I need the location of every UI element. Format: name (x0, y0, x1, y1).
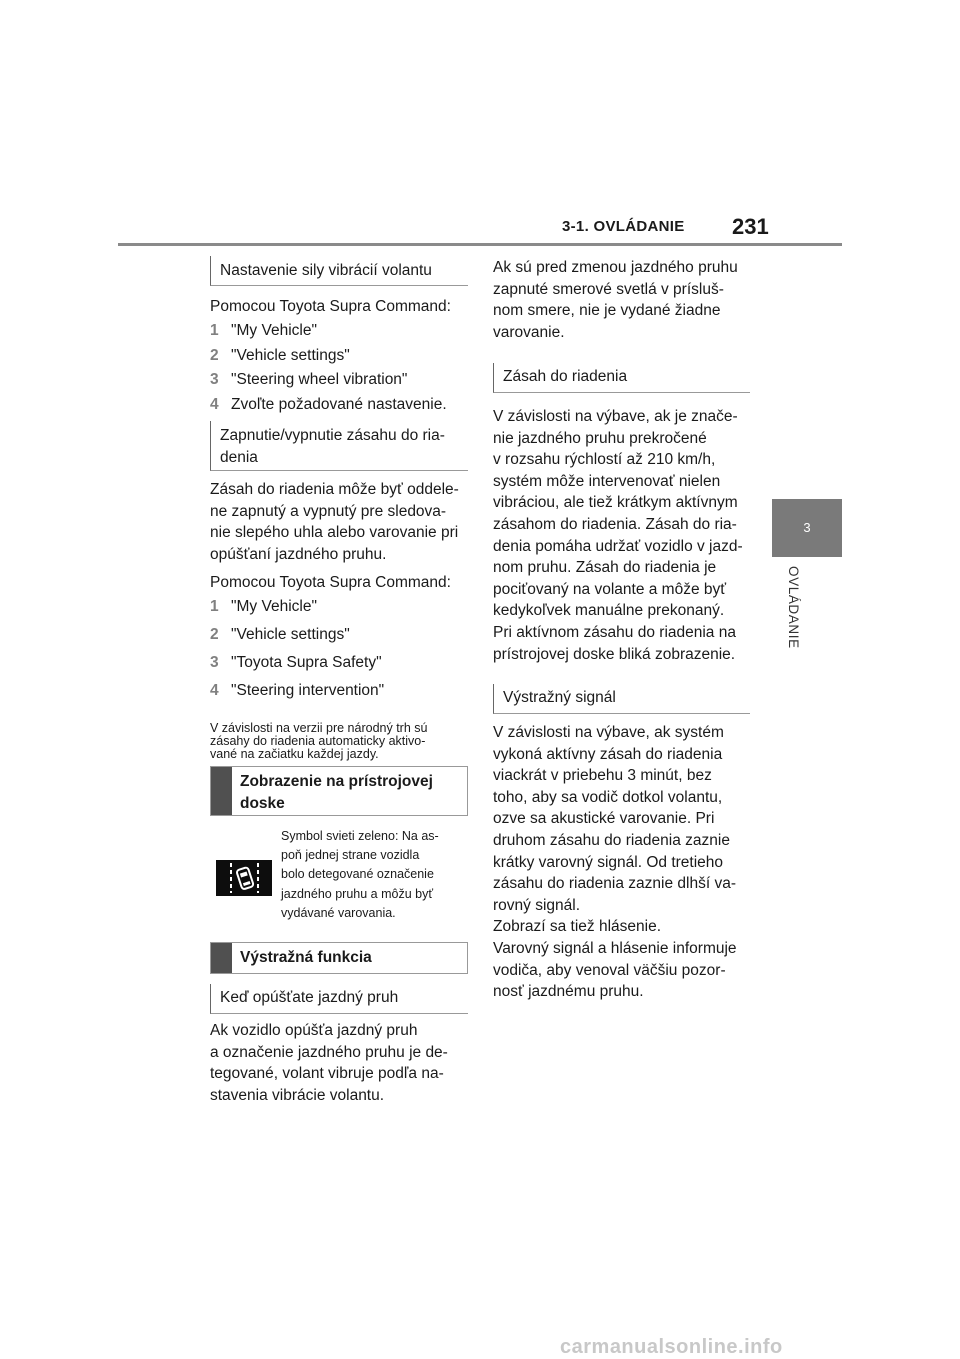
step-item: 3 "Steering wheel vibration" (210, 371, 408, 388)
intro-command-1: Pomocou Toyota Supra Command: (210, 298, 451, 315)
subheading-toggle: Zapnutie/vypnutie zásahu do ria- denia (210, 421, 468, 471)
watermark-logo: carmanualsonline.info (560, 1336, 783, 1358)
subheading-leaving-lane: Keď opúšťate jazdný pruh (210, 984, 468, 1014)
chapter-label: OVLÁDANIE (786, 566, 801, 649)
header-divider (118, 243, 842, 246)
subheading-vibration: Nastavenie sily vibrácií volantu (210, 256, 468, 286)
chapter-label-vertical (772, 566, 818, 656)
intro-command-2: Pomocou Toyota Supra Command: (210, 574, 451, 591)
heading-bar (211, 943, 232, 973)
subheading-steering-intervention: Zásah do riadenia (493, 363, 750, 393)
paragraph-steering-intervention: V závislosti na výbave, ak je znače- nie jazdného pruhu prekročené v rozsahu rýchlostí až 210 km/h, systém môže intervenovať nielen vibráciou, ale tiež krátkym aktívnym zásahom do riadenia. Zásah do ria- denia pomáha udržať vozidlo v jazd- nom pruhu. Zásah do riadenia je pociťovaný na volante a môže byť kedykoľvek manuálne prekonaný. Pri aktívnom zásahu do riadenia na prístrojovej doske bliká zobrazenie. (493, 408, 743, 663)
step-item: 2 "Vehicle settings" (210, 346, 350, 364)
market-note: V závislosti na verzii pre národný trh sú zásahy do riadenia automaticky aktivo- vané na začiatku každej jazdy. (210, 720, 428, 761)
subheading-warning-signal: Výstražný signál (493, 684, 750, 714)
heading-warning-function: Výstražná funkcia (210, 942, 468, 974)
paragraph-turn-signal: Ak sú pred zmenou jazdného pruhu zapnuté smerové svetlá v prísluš- nom smere, nie je vydané žiadne varovanie. (493, 259, 738, 341)
step-item: 3 "Toyota Supra Safety" (210, 654, 382, 671)
lane-departure-icon (216, 860, 272, 896)
steps-list-1 (210, 320, 470, 418)
step-item: 4 "Steering intervention" (210, 682, 385, 699)
step-item: 4 Zvoľte požadované nastavenie. (210, 395, 447, 413)
heading-bar (211, 767, 232, 815)
page-number: 231 (732, 214, 769, 239)
step-item: 2 "Vehicle settings" (210, 626, 350, 643)
paragraph-warning-signal: V závislosti na výbave, ak systém vykoná aktívny zásah do riadenia viackrát v priebehu 3 minút, bez toho, aby sa vodič dotkol volantu, ozve sa akustické varovanie. Pri druhom zásahu do riadenia zaznie krátky varovný signál. Od tretieho zásahu do riadenia zaznie dlhší va- rovný signál. Zobrazí sa tiež hlásenie. Varovný signál a hlásenie informuje vodiča, aby venoval väčšiu pozor- nosť jazdnému pruhu. (493, 724, 737, 1001)
steps-list-2 (210, 596, 470, 708)
paragraph-leaving-lane: Ak vozidlo opúšťa jazdný pruh a označenie jazdného pruhu je de- tegované, volant vibruje podľa na- stavenia vibrácie volantu. (210, 1022, 448, 1104)
section-title: 3-1. OVLÁDANIE (562, 218, 685, 235)
step-item: 1 "My Vehicle" (210, 322, 317, 339)
symbol-description: Symbol svieti zeleno: Na as- poň jednej strane vozidla bolo detegované označenie jazdného pruhu a môžu byť vydávané varovania. (281, 829, 439, 920)
heading-instrument-display: Zobrazenie na prístrojovej doske (210, 766, 468, 816)
paragraph-toggle: Zásah do riadenia môže byť oddele- ne zapnutý a vypnutý pre sledova- nie slepého uhla alebo varovanie pri opúšťaní jazdného pruhu. (210, 481, 459, 563)
step-item: 1 "My Vehicle" (210, 598, 317, 615)
chapter-number-tab: 3 (772, 499, 842, 557)
